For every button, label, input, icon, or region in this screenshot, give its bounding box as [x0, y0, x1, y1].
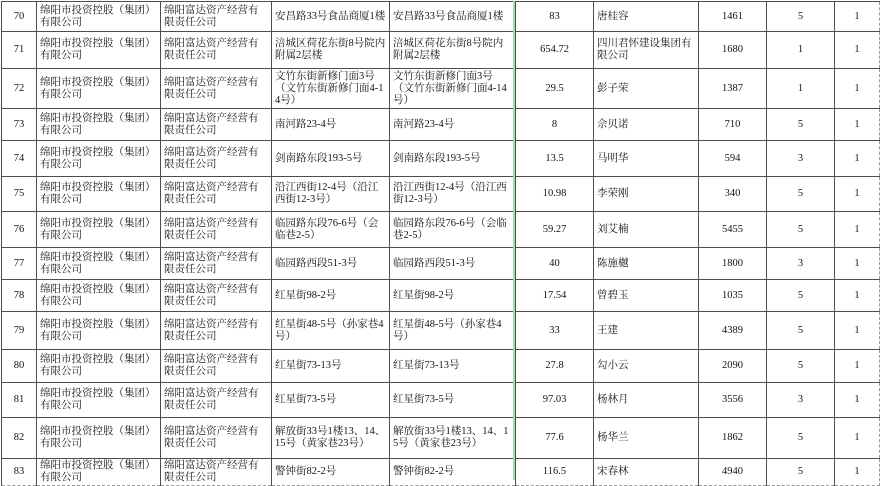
cell-tenant-name[interactable]: 李荣刚 — [594, 177, 699, 212]
cell-operator-company[interactable]: 绵阳富达资产经营有限责任公司 — [161, 69, 272, 109]
cell-address-2[interactable]: 剑南路东段193-5号 — [390, 141, 516, 177]
table-row — [2, 141, 880, 177]
cell-owner-company[interactable]: 绵阳市投资控股（集团）有限公司 — [37, 109, 161, 141]
cell-operator-company[interactable]: 绵阳富达资产经营有限责任公司 — [161, 2, 272, 32]
cell-row-number[interactable]: 82 — [2, 418, 37, 459]
cell-operator-company[interactable]: 绵阳富达资产经营有限责任公司 — [161, 280, 272, 312]
cell-number-a[interactable]: 3 — [767, 383, 835, 418]
cell-address[interactable]: 涪城区荷花东街8号院内附属2层楼 — [272, 32, 390, 69]
cell-area[interactable]: 116.5 — [516, 459, 594, 486]
cell-operator-company[interactable]: 绵阳富达资产经营有限责任公司 — [161, 418, 272, 459]
cell-number-a[interactable]: 5 — [767, 109, 835, 141]
cell-owner-company[interactable]: 绵阳市投资控股（集团）有限公司 — [37, 212, 161, 248]
cell-number-b[interactable]: 1 — [835, 212, 880, 248]
cell-number-a[interactable]: 3 — [767, 141, 835, 177]
cell-area[interactable]: 13.5 — [516, 141, 594, 177]
cell-address[interactable]: 临园路西段51-3号 — [272, 248, 390, 280]
table-row — [2, 418, 880, 459]
cell-number-b[interactable]: 1 — [835, 312, 880, 350]
cell-tenant-name[interactable]: 杨林月 — [594, 383, 699, 418]
cell-address[interactable]: 红星街98-2号 — [272, 280, 390, 312]
cell-owner-company[interactable]: 绵阳市投资控股（集团）有限公司 — [37, 32, 161, 69]
cell-number-a[interactable]: 5 — [767, 280, 835, 312]
cell-number-a[interactable]: 5 — [767, 459, 835, 486]
cell-number-b[interactable]: 1 — [835, 459, 880, 486]
cell-operator-company[interactable]: 绵阳富达资产经营有限责任公司 — [161, 350, 272, 383]
cell-number-a[interactable]: 5 — [767, 2, 835, 32]
cell-tenant-name[interactable]: 王建 — [594, 312, 699, 350]
cell-amount[interactable]: 2090 — [699, 350, 767, 383]
cell-amount[interactable]: 5455 — [699, 212, 767, 248]
cell-amount[interactable]: 594 — [699, 141, 767, 177]
cell-operator-company[interactable]: 绵阳富达资产经营有限责任公司 — [161, 177, 272, 212]
cell-owner-company[interactable]: 绵阳市投资控股（集团）有限公司 — [37, 350, 161, 383]
cell-owner-company[interactable]: 绵阳市投资控股（集团）有限公司 — [37, 383, 161, 418]
table-row — [2, 248, 880, 280]
cell-address[interactable]: 南河路23-4号 — [272, 109, 390, 141]
cell-row-number[interactable]: 75 — [2, 177, 37, 212]
cell-amount[interactable]: 1461 — [699, 2, 767, 32]
cell-tenant-name[interactable]: 杨华兰 — [594, 418, 699, 459]
cell-operator-company[interactable]: 绵阳富达资产经营有限责任公司 — [161, 141, 272, 177]
cell-address[interactable]: 红星街73-13号 — [272, 350, 390, 383]
cell-tenant-name[interactable]: 曾碧玉 — [594, 280, 699, 312]
cell-address-2[interactable]: 警钟街82-2号 — [390, 459, 516, 486]
cell-number-b[interactable]: 1 — [835, 350, 880, 383]
cell-tenant-name[interactable]: 勾小云 — [594, 350, 699, 383]
table-row — [2, 383, 880, 418]
table-row — [2, 32, 880, 69]
cell-number-b[interactable]: 1 — [835, 177, 880, 212]
cell-owner-company[interactable]: 绵阳市投资控股（集团）有限公司 — [37, 2, 161, 32]
cell-number-a[interactable]: 5 — [767, 350, 835, 383]
table-row — [2, 459, 880, 486]
cell-tenant-name[interactable]: 陈施樾 — [594, 248, 699, 280]
cell-operator-company[interactable]: 绵阳富达资产经营有限责任公司 — [161, 248, 272, 280]
cell-address-2[interactable]: 解放街33号1楼13、14、15号（黄家巷23号） — [390, 418, 516, 459]
cell-address-2[interactable]: 文竹东街新修门面3号（文竹东街新修门面4-14号） — [390, 69, 516, 109]
cell-amount[interactable]: 1800 — [699, 248, 767, 280]
cell-tenant-name[interactable]: 马明华 — [594, 141, 699, 177]
cell-address-2[interactable]: 红星街98-2号 — [390, 280, 516, 312]
cell-row-number[interactable]: 79 — [2, 312, 37, 350]
cell-tenant-name[interactable]: 刘艾楠 — [594, 212, 699, 248]
cell-number-b[interactable]: 1 — [835, 280, 880, 312]
cell-number-a[interactable]: 5 — [767, 212, 835, 248]
cell-address[interactable]: 解放街33号1楼13、14、15号（黄家巷23号） — [272, 418, 390, 459]
cell-address-2[interactable]: 红星街73-13号 — [390, 350, 516, 383]
cell-amount[interactable]: 1035 — [699, 280, 767, 312]
table-body — [2, 2, 880, 486]
cell-row-number[interactable]: 80 — [2, 350, 37, 383]
cell-amount[interactable]: 710 — [699, 109, 767, 141]
cell-address[interactable]: 警钟街82-2号 — [272, 459, 390, 486]
cell-amount[interactable]: 4940 — [699, 459, 767, 486]
cell-number-b[interactable]: 1 — [835, 32, 880, 69]
cell-number-a[interactable]: 3 — [767, 248, 835, 280]
cell-area[interactable]: 8 — [516, 109, 594, 141]
cell-number-a[interactable]: 5 — [767, 177, 835, 212]
cell-address[interactable]: 剑南路东段193-5号 — [272, 141, 390, 177]
cell-amount[interactable]: 1680 — [699, 32, 767, 69]
cell-row-number[interactable]: 81 — [2, 383, 37, 418]
cell-area[interactable]: 29.5 — [516, 69, 594, 109]
cell-owner-company[interactable]: 绵阳市投资控股（集团）有限公司 — [37, 177, 161, 212]
table-row — [2, 312, 880, 350]
cell-number-a[interactable]: 1 — [767, 32, 835, 69]
table-row — [2, 280, 880, 312]
cell-address-2[interactable]: 红星街48-5号（孙家巷4号） — [390, 312, 516, 350]
cell-number-b[interactable]: 1 — [835, 69, 880, 109]
cell-address[interactable]: 临园路东段76-6号（会临巷2-5） — [272, 212, 390, 248]
cell-number-a[interactable]: 5 — [767, 312, 835, 350]
cell-area[interactable]: 17.54 — [516, 280, 594, 312]
cell-tenant-name[interactable]: 彭子荣 — [594, 69, 699, 109]
cell-row-number[interactable]: 74 — [2, 141, 37, 177]
cell-operator-company[interactable]: 绵阳富达资产经营有限责任公司 — [161, 212, 272, 248]
cell-amount[interactable]: 1387 — [699, 69, 767, 109]
cell-operator-company[interactable]: 绵阳富达资产经营有限责任公司 — [161, 459, 272, 486]
cell-number-a[interactable]: 5 — [767, 418, 835, 459]
cell-number-b[interactable]: 1 — [835, 2, 880, 32]
cell-address[interactable]: 文竹东街新修门面3号 （文竹东街新修门面4-14号） — [272, 69, 390, 109]
cell-owner-company[interactable]: 绵阳市投资控股（集团）有限公司 — [37, 459, 161, 486]
cell-area[interactable]: 97.03 — [516, 383, 594, 418]
cell-owner-company[interactable]: 绵阳市投资控股（集团）有限公司 — [37, 248, 161, 280]
table-row — [2, 2, 880, 32]
cell-number-a[interactable]: 1 — [767, 69, 835, 109]
spreadsheet-area — [0, 1, 880, 483]
cell-amount[interactable]: 1862 — [699, 418, 767, 459]
cell-owner-company[interactable]: 绵阳市投资控股（集团）有限公司 — [37, 418, 161, 459]
cell-owner-company[interactable]: 绵阳市投资控股（集团）有限公司 — [37, 141, 161, 177]
cell-address-2[interactable]: 临园路东段76-6号（会临巷2-5） — [390, 212, 516, 248]
cell-address[interactable]: 红星街73-5号 — [272, 383, 390, 418]
cell-row-number[interactable]: 77 — [2, 248, 37, 280]
cell-row-number[interactable]: 72 — [2, 69, 37, 109]
cell-tenant-name[interactable]: 唐桂容 — [594, 2, 699, 32]
table-row — [2, 350, 880, 383]
cell-number-b[interactable]: 1 — [835, 109, 880, 141]
cell-number-b[interactable]: 1 — [835, 383, 880, 418]
cell-number-b[interactable]: 1 — [835, 141, 880, 177]
cell-tenant-name[interactable]: 宋春林 — [594, 459, 699, 486]
cell-address-2[interactable]: 红星街73-5号 — [390, 383, 516, 418]
cell-area[interactable]: 59.27 — [516, 212, 594, 248]
cell-row-number[interactable]: 76 — [2, 212, 37, 248]
cell-address[interactable]: 沿江西街12-4号（沿江西街12-3号） — [272, 177, 390, 212]
cell-number-b[interactable]: 1 — [835, 418, 880, 459]
cell-row-number[interactable]: 73 — [2, 109, 37, 141]
cell-amount[interactable]: 3556 — [699, 383, 767, 418]
cell-owner-company[interactable]: 绵阳市投资控股（集团）有限公司 — [37, 280, 161, 312]
cell-address-2[interactable]: 涪城区荷花东街8号院内附属2层楼 — [390, 32, 516, 69]
cell-area[interactable]: 40 — [516, 248, 594, 280]
cell-owner-company[interactable]: 绵阳市投资控股（集团）有限公司 — [37, 312, 161, 350]
page-layout-green-divider — [513, 1, 515, 480]
cell-address[interactable]: 安昌路33号食品商厦1楼 — [272, 2, 390, 32]
cell-number-b[interactable]: 1 — [835, 248, 880, 280]
cell-operator-company[interactable]: 绵阳富达资产经营有限责任公司 — [161, 312, 272, 350]
cell-row-number[interactable]: 71 — [2, 32, 37, 69]
cell-row-number[interactable]: 78 — [2, 280, 37, 312]
cell-area[interactable]: 33 — [516, 312, 594, 350]
cell-owner-company[interactable]: 绵阳市投资控股（集团）有限公司 — [37, 69, 161, 109]
cell-address-2[interactable]: 沿江西街12-4号（沿江西街12-3号） — [390, 177, 516, 212]
asset-lease-table — [1, 1, 880, 486]
cell-area[interactable]: 77.6 — [516, 418, 594, 459]
cell-tenant-name[interactable]: 佘贝诺 — [594, 109, 699, 141]
cell-area[interactable]: 83 — [516, 2, 594, 32]
cell-row-number[interactable]: 83 — [2, 459, 37, 486]
cell-address-2[interactable]: 安昌路33号食品商厦1楼 — [390, 2, 516, 32]
cell-operator-company[interactable]: 绵阳富达资产经营有限责任公司 — [161, 32, 272, 69]
cell-area[interactable]: 10.98 — [516, 177, 594, 212]
cell-amount[interactable]: 4389 — [699, 312, 767, 350]
cell-amount[interactable]: 340 — [699, 177, 767, 212]
cell-address-2[interactable]: 临园路西段51-3号 — [390, 248, 516, 280]
cell-address-2[interactable]: 南河路23-4号 — [390, 109, 516, 141]
cell-operator-company[interactable]: 绵阳富达资产经营有限责任公司 — [161, 383, 272, 418]
cell-operator-company[interactable]: 绵阳富达资产经营有限责任公司 — [161, 109, 272, 141]
cell-area[interactable]: 654.72 — [516, 32, 594, 69]
cell-area[interactable]: 27.8 — [516, 350, 594, 383]
cell-address[interactable]: 红星街48-5号（孙家巷4号） — [272, 312, 390, 350]
cell-tenant-name[interactable]: 四川君怀建设集团有限公司 — [594, 32, 699, 69]
table-row — [2, 212, 880, 248]
cell-row-number[interactable]: 70 — [2, 2, 37, 32]
table-row — [2, 69, 880, 109]
table-row — [2, 177, 880, 212]
table-row — [2, 109, 880, 141]
